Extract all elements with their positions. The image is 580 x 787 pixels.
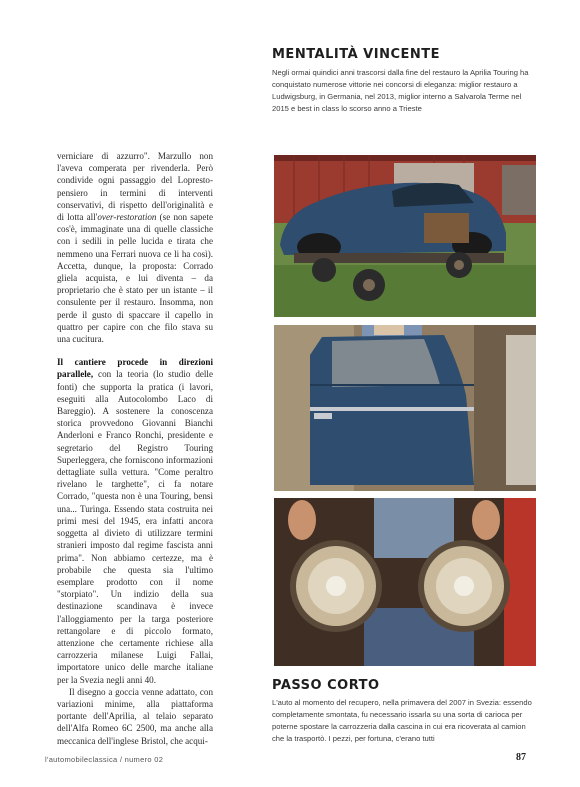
paragraph-3: Il disegno a goccia venne adattato, con variazioni minime, alla piattaforma portante dell'Aprilia, al telaio separato dell'Alfa Romeo 6C 2500, ma anche alla meccanica dell'inglese Bristol, che acqui- xyxy=(57,686,213,746)
paragraph-1-text-end: (se non sapete cos'è, immaginate una di quelle classiche con i sedili in pelle lucida e tirata che nemmeno una Ferrari nuova ce li ha così). Accetta, dunque, la proposta: Corrado gliela acquista, e lui diventa – da proprietario che è stato per un istante – il consulente per il restauro. Insomma, non perde il gusto di spaccare il capello in quattro per capire con che filo stava su una cucitura. xyxy=(57,212,213,345)
paragraph-2 xyxy=(57,356,213,685)
article-body xyxy=(57,150,213,747)
bottom-caption-title: PASSO CORTO xyxy=(272,678,380,693)
page-number: 87 xyxy=(516,752,526,763)
paragraph-1-text: verniciare di azzurro". Marzullo non l'aveva comperata per rivenderla. Però condivide ogni passaggio del Lopresto-pensiero in termini di interventi conservativi, di rispetto dell'originalità e di lotta all' xyxy=(57,151,213,223)
top-caption-title: MENTALITÀ VINCENTE xyxy=(272,47,441,62)
top-caption-text: Negli ormai quindici anni trascorsi dalla fine del restauro la Aprilia Touring ha conquistato numerose vittorie nei concorsi di eleganza: miglior restauro a Ludwigsburg, in Germania, nel 2013, miglior interno a Salvarola Terme nel 2015 e best in class lo scorso anno a Trieste xyxy=(272,68,529,113)
paragraph-2-lead: Il cantiere procede in direzioni parallele, xyxy=(57,357,213,380)
bottom-caption-text: L'auto al momento del recupero, nella primavera del 2007 in Svezia: essendo completamente smontata, fu necessario issarla su una sorta di carioca per poterne spostare la carrozzeria dalla cascina in cui era ricoverata al camion che la trasportò. I pezzi, per fortuna, c'erano tutti xyxy=(272,698,532,743)
paragraph-1-italic: over-restoration xyxy=(97,212,157,223)
photo-car-on-trailer xyxy=(274,155,536,317)
paragraph-2-text: con la teoria (lo studio delle fonti) che supporta la pratica (i lavori, eseguiti alla Autocolombo Laco di Bareggio). A sostenere la conoscenza storica provvedono Giovanni Bianchi Anderloni e Franco Ronchi, presidente e segretario del Registro Touring Superleggera, che forniscono informazioni dettagliate sulla vettura. "Come peraltro rivelano le targhette", ci fa notare Corrado, "questa non è una Touring, bensì una... Turinga. Essendo stata costruita nei primi mesi del 1945, era infatti ancora soggetta al divieto di utilizzare termini stranieri imposto dal regime fascista anni prima". Non abbiamo certezze, ma è probabile che questa sia l'ultimo esemplare prodotto con il nome "storpiato". Un indizio della sua destinazione scandinava è invece l'alloggiamento per la targa posteriore rettangolare e di piccolo formato, attenzione che certamente richiese alla carrozzeria milanese Luigi Fallai, importatore unico delle marche italiane per la Svezia negli anni 40. xyxy=(57,369,213,685)
photo-car-door xyxy=(274,325,536,491)
footer-magazine-name: l'automobileclassica / numero 02 xyxy=(45,755,164,764)
photo-headlights xyxy=(274,498,536,666)
paragraph-1 xyxy=(57,150,213,345)
